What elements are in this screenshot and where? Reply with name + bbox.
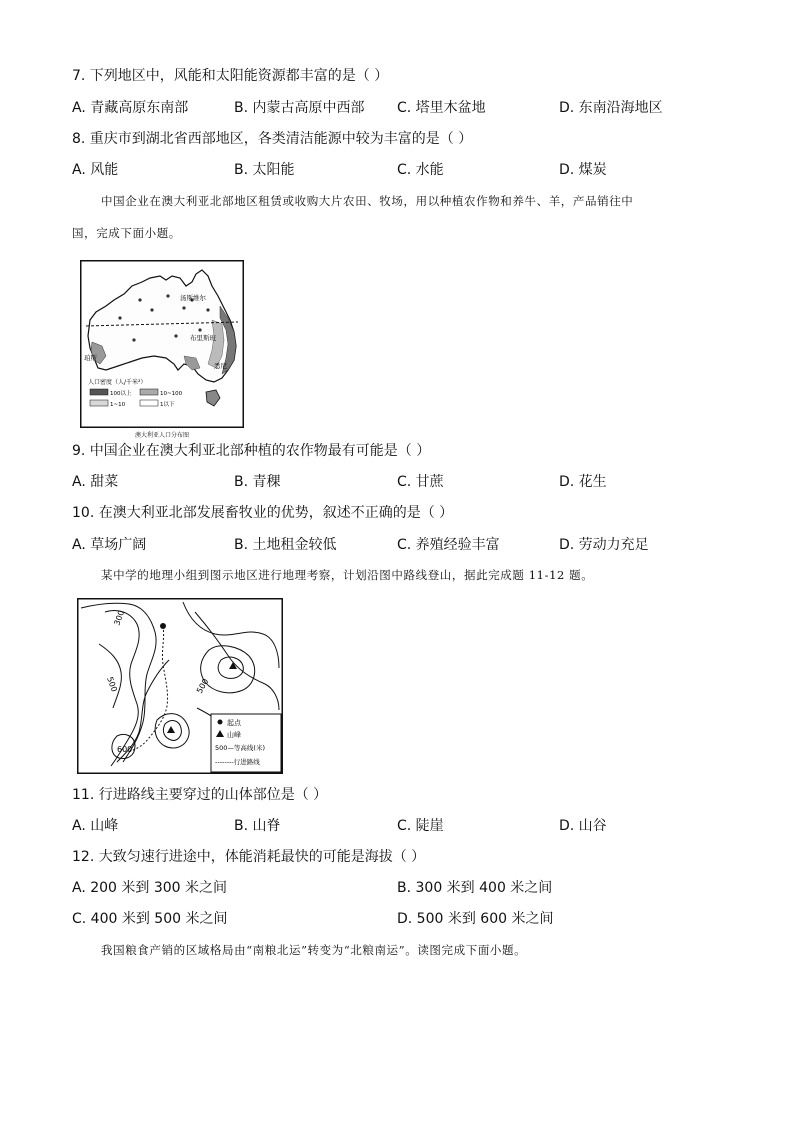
- question-10-stem: 10. 在澳大利亚北部发展畜牧业的优势，叙述不正确的是（ ）: [72, 505, 454, 521]
- question-8-option-a[interactable]: A. 风能: [72, 162, 119, 178]
- australia-population-map: [80, 260, 244, 439]
- question-12-option-d[interactable]: D. 500 米到 600 米之间: [397, 911, 554, 927]
- question-7-option-a[interactable]: A. 青藏高原东南部: [72, 100, 189, 116]
- question-9-option-c[interactable]: C. 甘蔗: [397, 474, 444, 490]
- question-11-option-d[interactable]: D. 山谷: [559, 818, 607, 834]
- passage-2-line-1: 某中学的地理小组到图示地区进行地理考察，计划沿图中路线登山，据此完成题 11-12 题。: [101, 568, 594, 582]
- legend-item-10-100: 10~100: [160, 391, 183, 397]
- start-point-icon: [160, 623, 166, 629]
- question-11-option-a[interactable]: A. 山峰: [72, 818, 119, 834]
- passage-1-line-1: 中国企业在澳大利亚北部地区租赁或收购大片农田、牧场，用以种植农作物和养牛、羊，产品销往中: [101, 194, 634, 208]
- contour-map: [77, 598, 283, 774]
- label-townsville: 汤斯维尔: [180, 294, 206, 302]
- question-8-stem: 8. 重庆市到湖北省西部地区，各类清洁能源中较为丰富的是（ ）: [72, 131, 473, 147]
- contour-label-300: 300: [112, 609, 127, 627]
- legend-title: 人口密度（人/千米²）: [88, 379, 147, 386]
- question-11-option-b[interactable]: B. 山脊: [234, 818, 281, 834]
- passage-3-line-1: 我国粮食产销的区域格局由“南粮北运”转变为“北粮南运”。读图完成下面小题。: [101, 943, 527, 957]
- legend-item-100-plus: 100以上: [110, 391, 132, 397]
- question-10-option-d[interactable]: D. 劳动力充足: [559, 537, 649, 553]
- question-7-option-b[interactable]: B. 内蒙古高原中西部: [234, 100, 365, 116]
- question-8-option-b[interactable]: B. 太阳能: [234, 162, 295, 178]
- question-7-option-c[interactable]: C. 塔里木盆地: [397, 100, 486, 116]
- legend-route: --------行进路线: [215, 758, 260, 766]
- question-8-option-c[interactable]: C. 水能: [397, 162, 444, 178]
- question-7-option-d[interactable]: D. 东南沿海地区: [559, 100, 663, 116]
- label-perth: 珀斯: [84, 354, 97, 362]
- question-12-option-a[interactable]: A. 200 米到 300 米之间: [72, 880, 228, 896]
- legend-start-point: 起点: [227, 719, 241, 727]
- question-11-option-c[interactable]: C. 陡崖: [397, 818, 444, 834]
- question-11-stem: 11. 行进路线主要穿过的山体部位是（ ）: [72, 787, 328, 803]
- question-10-option-c[interactable]: C. 养殖经验丰富: [397, 537, 500, 553]
- label-brisbane: 布里斯班: [190, 334, 216, 342]
- question-9-option-d[interactable]: D. 花生: [559, 474, 607, 490]
- contour-label-600: 600: [117, 745, 133, 754]
- passage-1-line-2: 国，完成下面小题。: [72, 226, 181, 240]
- question-7-stem: 7. 下列地区中，风能和太阳能资源都丰富的是（ ）: [72, 68, 389, 84]
- question-12-option-b[interactable]: B. 300 米到 400 米之间: [397, 880, 553, 896]
- label-sydney: 悉尼: [214, 362, 227, 370]
- question-12-stem: 12. 大致匀速行进途中，体能消耗最快的可能是海拔（ ）: [72, 849, 426, 865]
- legend-peak: 山峰: [227, 731, 241, 739]
- legend-item-1-10: 1~10: [110, 402, 126, 408]
- question-12-option-c[interactable]: C. 400 米到 500 米之间: [72, 911, 228, 927]
- question-9-option-b[interactable]: B. 青稞: [234, 474, 281, 490]
- question-8-option-d[interactable]: D. 煤炭: [559, 162, 607, 178]
- map-1-caption: 澳大利亚人口分布图: [134, 432, 189, 439]
- contour-label-500-b: 500: [194, 677, 211, 695]
- legend-contour: 500—等高线(米): [215, 744, 265, 752]
- question-10-option-b[interactable]: B. 土地租金较低: [234, 537, 337, 553]
- question-9-option-a[interactable]: A. 甜菜: [72, 474, 119, 490]
- question-10-option-a[interactable]: A. 草场广阔: [72, 537, 147, 553]
- question-9-stem: 9. 中国企业在澳大利亚北部种植的农作物最有可能是（ ）: [72, 443, 431, 459]
- contour-label-500-a: 500: [105, 675, 119, 694]
- legend-item-below-1: 1以下: [160, 402, 175, 408]
